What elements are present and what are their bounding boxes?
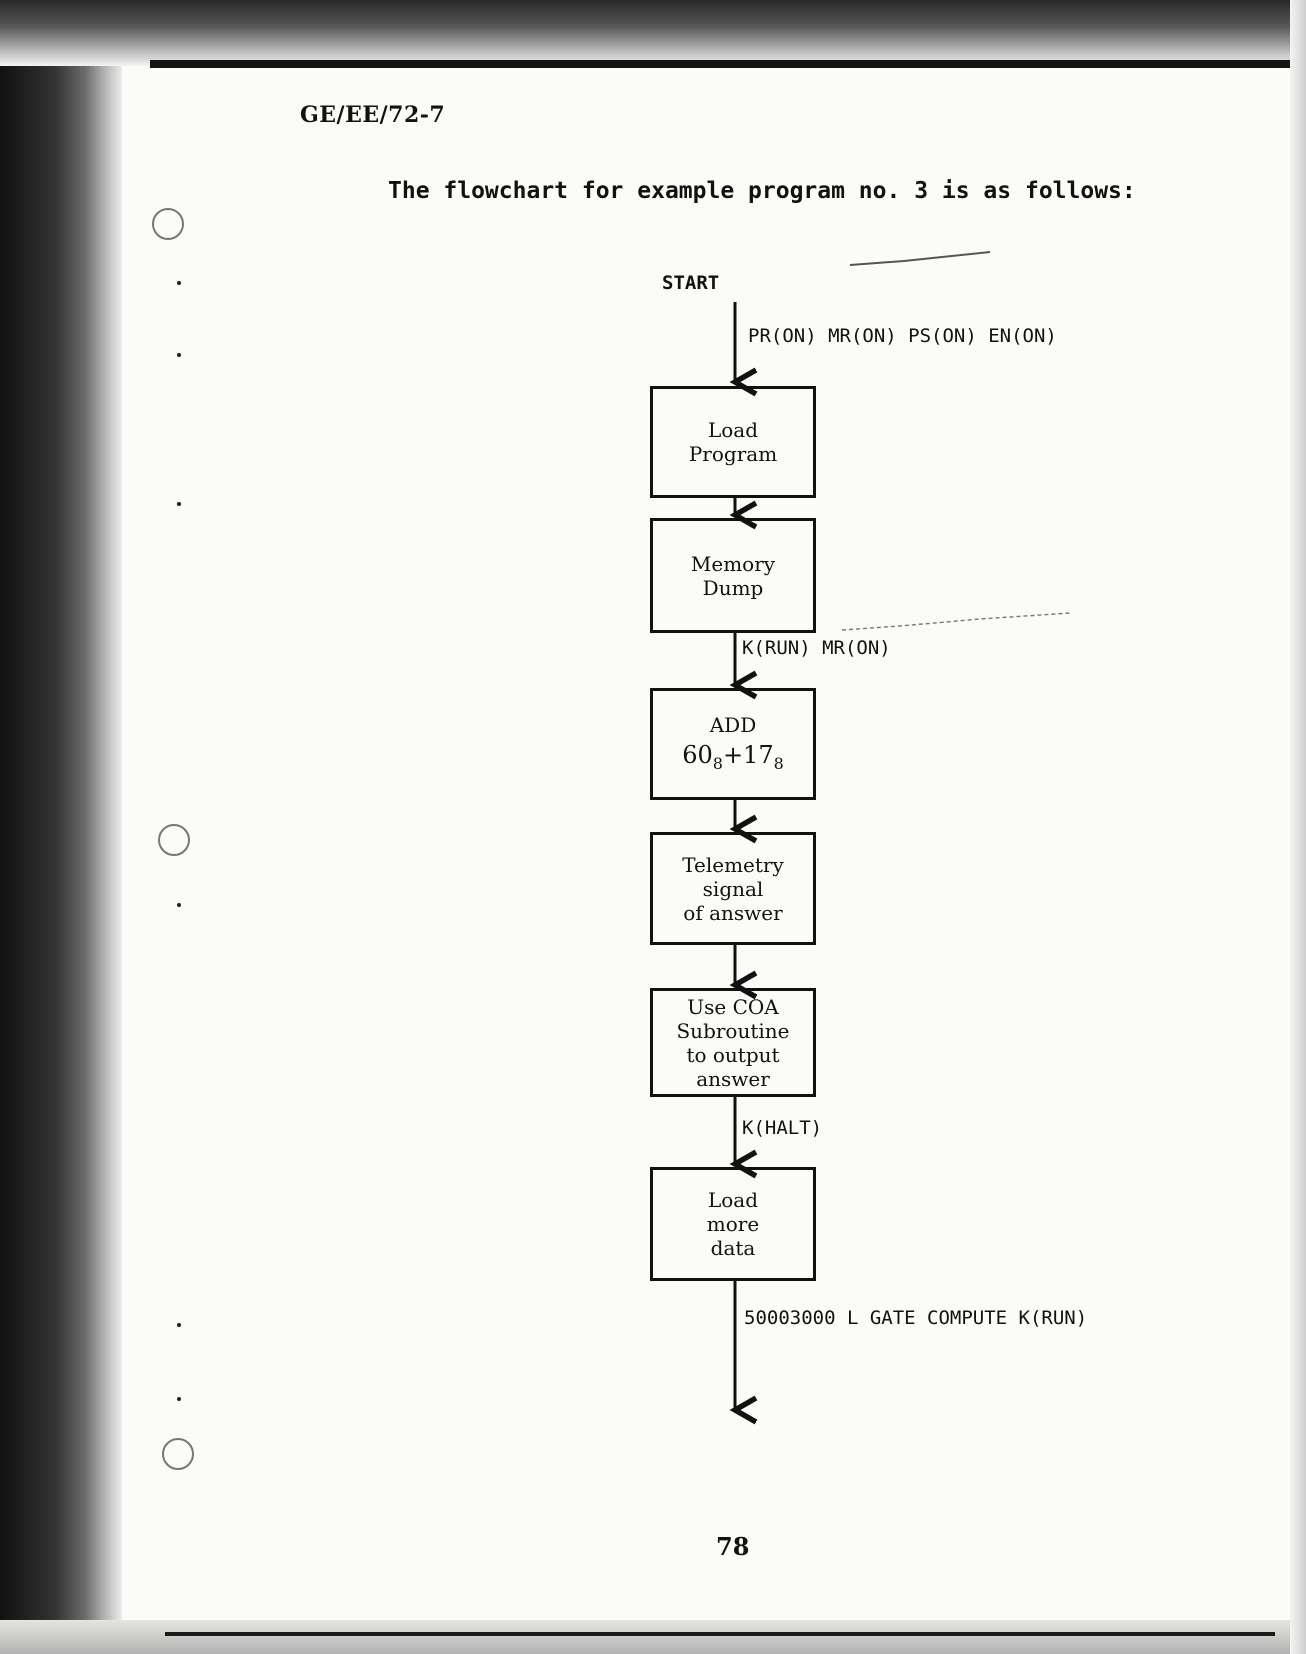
formula-first-base: 8 [712, 753, 723, 773]
coa-subroutine-box [650, 988, 816, 1097]
pencil-mark [842, 613, 1070, 630]
telemetry-box [650, 832, 816, 945]
load-more-data-box [650, 1167, 816, 1281]
box-line: signal [702, 876, 764, 901]
box-line: to output [686, 1042, 780, 1067]
formula-second-value: 17 [743, 740, 774, 769]
start-transition-label: PR(ON) MR(ON) PS(ON) EN(ON) [748, 325, 1057, 347]
add-formula [682, 740, 784, 776]
formula-operator: + [722, 740, 744, 769]
document-id: GE/EE/72-7 [300, 102, 446, 128]
box-line: Load [707, 1188, 759, 1212]
box-line: Use COA [687, 994, 779, 1019]
box-line: Dump [702, 575, 764, 600]
box-line: Program [688, 442, 778, 466]
box-line: Telemetry [682, 852, 784, 877]
add-box [650, 688, 816, 800]
box-line: answer [696, 1066, 770, 1091]
pencil-mark [850, 252, 990, 265]
page-number: 78 [716, 1532, 750, 1561]
box-line: data [710, 1236, 756, 1260]
flowchart-caption: The flowchart for example program no. 3 is as follows: [388, 178, 1136, 204]
load-program-box [650, 386, 816, 498]
memory-dump-box [650, 518, 816, 633]
add-title: ADD [709, 712, 757, 737]
formula-first-value: 60 [682, 740, 713, 769]
formula-second-base: 8 [773, 753, 784, 773]
box-line: Load [707, 418, 759, 442]
box-line: Subroutine [676, 1018, 790, 1043]
final-transition-label: 50003000 L GATE COMPUTE K(RUN) [744, 1307, 1088, 1329]
flowchart-start: START [662, 272, 720, 294]
run-transition-label: K(RUN) MR(ON) [742, 637, 891, 659]
halt-transition-label: K(HALT) [742, 1117, 823, 1139]
box-line: of answer [683, 900, 783, 925]
box-line: Memory [690, 551, 776, 576]
box-line: more [706, 1212, 760, 1236]
